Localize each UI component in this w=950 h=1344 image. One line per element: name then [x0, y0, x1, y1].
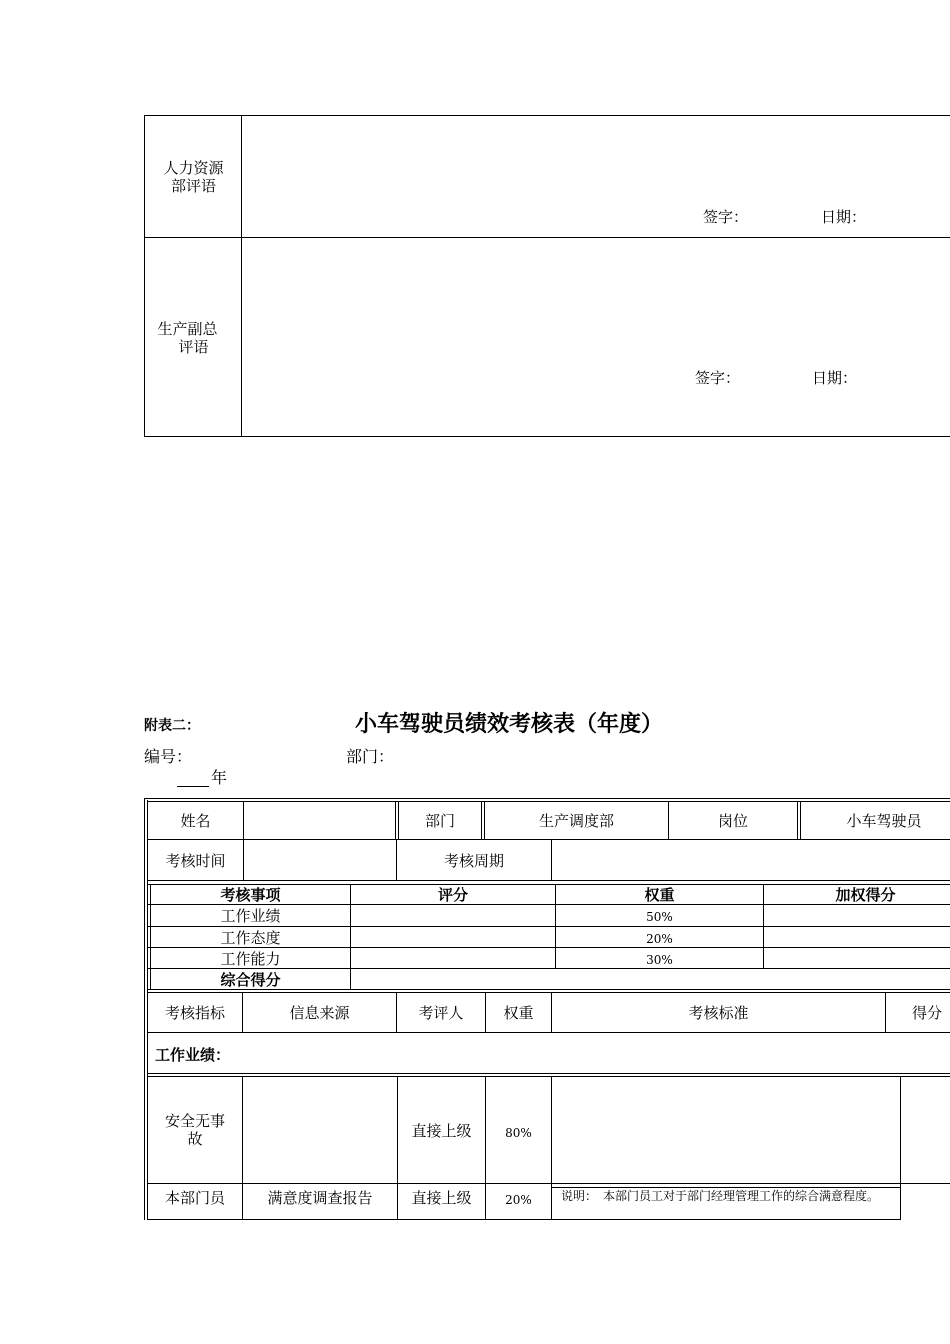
dept-value: 生产调度部	[538, 812, 614, 830]
hr-comment-label: 人力资源 部评语	[163, 159, 224, 195]
year-blank-line	[177, 786, 209, 787]
dept-field-label: 部门	[424, 812, 455, 830]
post-value: 小车驾驶员	[846, 812, 922, 830]
summary-header-weighted: 加权得分	[835, 886, 896, 904]
vp-date-label: 日期：	[812, 369, 858, 387]
detail-weight: 20%	[505, 1193, 532, 1207]
detail-weight: 80%	[505, 1126, 532, 1140]
summary-row-weight: 20%	[646, 932, 673, 946]
detail-rater: 直接上级	[411, 1189, 472, 1207]
summary-row-item: 工作态度	[220, 929, 281, 947]
indicator-safety: 安全无事 故	[164, 1112, 225, 1148]
year-label: 年	[211, 768, 228, 787]
summary-row-weight: 50%	[646, 910, 673, 924]
detail-header-score: 得分	[912, 1004, 943, 1022]
summary-header-weight: 权重	[644, 886, 675, 904]
vp-comment-label: 生产副总 评语	[157, 320, 218, 356]
total-score-label: 综合得分	[220, 971, 281, 989]
summary-row-item: 工作能力	[220, 950, 281, 968]
form-title: 小车驾驶员绩效考核表（年度）	[355, 711, 664, 737]
detail-source: 满意度调查报告	[267, 1189, 373, 1207]
detail-header-indicator: 考核指标	[164, 1004, 225, 1022]
appendix-label: 附表二：	[144, 718, 200, 734]
summary-header-item: 考核事项	[220, 886, 281, 904]
assessment-period-label: 考核周期	[443, 852, 504, 870]
indicator-dept-staff: 本部门员	[164, 1189, 225, 1207]
summary-row-item: 工作业绩	[220, 907, 281, 925]
number-label: 编号：	[144, 747, 193, 766]
hr-sign-label: 签字：	[703, 208, 749, 226]
summary-header-score: 评分	[437, 886, 468, 904]
detail-header-standard: 考核标准	[688, 1004, 749, 1022]
name-label: 姓名	[180, 812, 211, 830]
summary-row-weight: 30%	[646, 953, 673, 967]
detail-header-source: 信息来源	[289, 1004, 350, 1022]
detail-standard-note: 说明： 本部门员工对于部门经理管理工作的综合满意程度。	[561, 1189, 880, 1203]
detail-rater: 直接上级	[411, 1122, 472, 1140]
post-label: 岗位	[717, 812, 748, 830]
dept-label: 部门：	[346, 747, 395, 766]
assessment-time-label: 考核时间	[165, 852, 226, 870]
hr-date-label: 日期：	[821, 208, 867, 226]
section-performance-label: 工作业绩：	[155, 1046, 231, 1064]
detail-header-rater: 考评人	[418, 1004, 464, 1022]
vp-sign-label: 签字：	[695, 369, 741, 387]
detail-header-weight: 权重	[503, 1004, 534, 1022]
